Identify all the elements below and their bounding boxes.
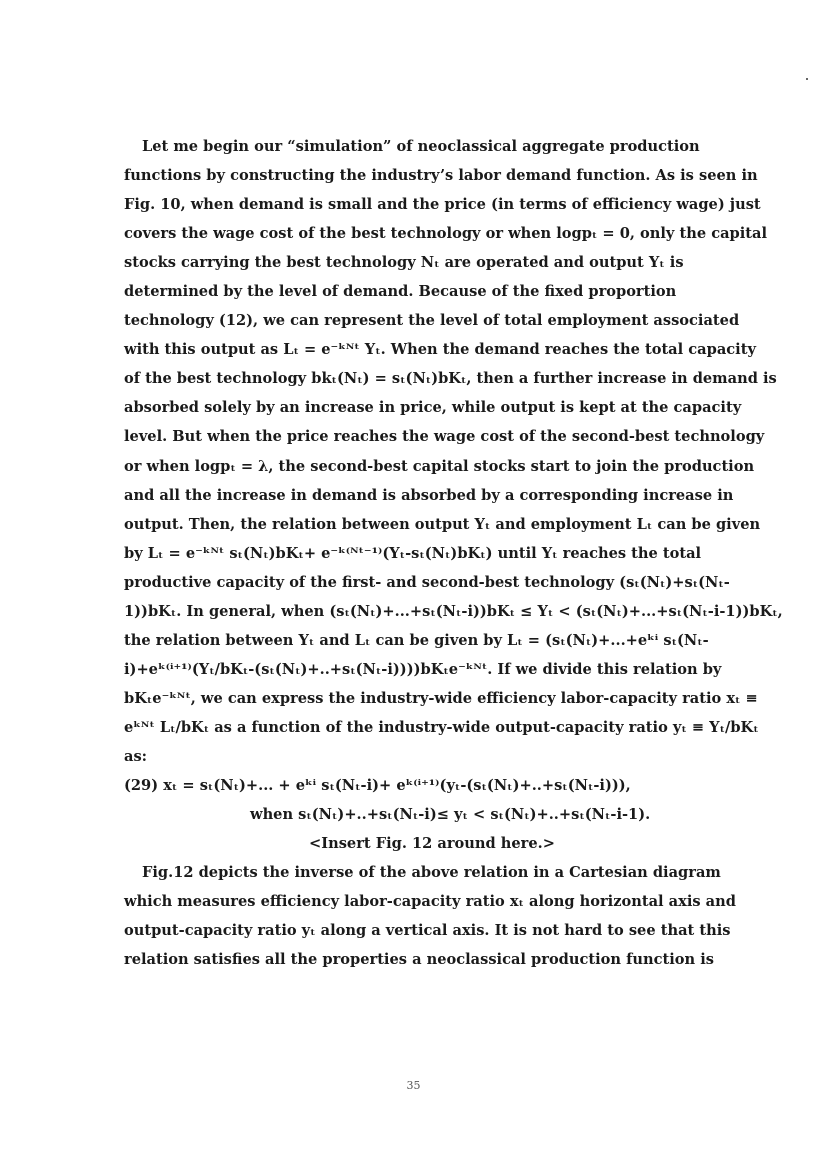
text-line: relation satisfies all the properties a neoclassical production function is xyxy=(124,951,714,969)
text-line: functions by constructing the industry’s labor demand function. As is seen in xyxy=(124,167,758,185)
text-line: output. Then, the relation between output Yₜ and employment Lₜ can be given xyxy=(124,515,761,533)
text-line: which measures efficiency labor-capacity ratio xₜ along horizontal axis and xyxy=(124,893,736,911)
equation-29: (29) xₜ = sₜ(Nₜ)+... + eᵏⁱ sₜ(Nₜ-i)+ eᵏ⁽ⁱ⁺¹⁾(yₜ-(sₜ(Nₜ)+..+sₜ(Nₜ-i))), xyxy=(124,777,631,795)
text-line: or when logpₜ = λ, the second-best capital stocks start to join the production xyxy=(124,457,755,475)
text-line: of the best technology bkₜ(Nₜ) = sₜ(Nₜ)bKₜ, then a further increase in demand is xyxy=(124,370,777,388)
text-line: determined by the level of demand. Because of the fixed proportion xyxy=(124,283,677,301)
text-line: the relation between Yₜ and Lₜ can be given by Lₜ = (sₜ(Nₜ)+...+eᵏⁱ sₜ(Nₜ- xyxy=(124,631,709,649)
page-number: 35 xyxy=(406,1079,421,1092)
figure-insert-note: <Insert Fig. 12 around here.> xyxy=(309,835,555,853)
text-line: technology (12), we can represent the level of total employment associated xyxy=(124,312,740,330)
text-line: as: xyxy=(124,747,148,765)
text-line: i)+eᵏ⁽ⁱ⁺¹⁾(Yₜ/bKₜ-(sₜ(Nₜ)+..+sₜ(Nₜ-i))))bKₜe⁻ᵏᴺᵗ. If we divide this relation by xyxy=(124,660,722,678)
text-line: level. But when the price reaches the wage cost of the second-best technology xyxy=(124,428,765,446)
text-line: covers the wage cost of the best technology or when logpₜ = 0, only the capital xyxy=(124,225,768,243)
text-line: Fig.12 depicts the inverse of the above relation in a Cartesian diagram xyxy=(142,864,721,882)
body-text xyxy=(124,132,783,974)
text-line: Let me begin our “simulation” of neoclassical aggregate production xyxy=(142,138,700,155)
text-line: stocks carrying the best technology Nₜ are operated and output Yₜ is xyxy=(124,254,684,272)
text-line: by Lₜ = e⁻ᵏᴺᵗ sₜ(Nₜ)bKₜ+ e⁻ᵏ⁽ᴺᵗ⁻¹⁾(Yₜ-sₜ(Nₜ)bKₜ) until Yₜ reaches the total xyxy=(124,544,702,562)
equation-29-condition: when sₜ(Nₜ)+..+sₜ(Nₜ-i)≤ yₜ < sₜ(Nₜ)+..+sₜ(Nₜ-i-1). xyxy=(250,806,651,824)
scan-speck xyxy=(806,78,808,80)
text-line: Fig. 10, when demand is small and the price (in terms of efficiency wage) just xyxy=(124,196,761,214)
text-line: output-capacity ratio yₜ along a vertical axis. It is not hard to see that this xyxy=(124,922,731,940)
text-line: bKₜe⁻ᵏᴺᵗ, we can express the industry-wide efficiency labor-capacity ratio xₜ ≡ xyxy=(124,689,758,707)
text-line: with this output as Lₜ = e⁻ᵏᴺᵗ Yₜ. When the demand reaches the total capacity xyxy=(124,341,756,359)
text-line: 1))bKₜ. In general, when (sₜ(Nₜ)+...+sₜ(Nₜ-i))bKₜ ≤ Yₜ < (sₜ(Nₜ)+...+sₜ(Nₜ-i-1))bKₜ, xyxy=(124,602,783,620)
text-line: and all the increase in demand is absorbed by a corresponding increase in xyxy=(124,486,734,504)
text-line: eᵏᴺᵗ Lₜ/bKₜ as a function of the industry-wide output-capacity ratio yₜ ≡ Yₜ/bKₜ xyxy=(124,718,759,736)
text-line: productive capacity of the first- and second-best technology (sₜ(Nₜ)+sₜ(Nₜ- xyxy=(124,573,730,591)
text-line: absorbed solely by an increase in price, while output is kept at the capacity xyxy=(124,399,742,417)
